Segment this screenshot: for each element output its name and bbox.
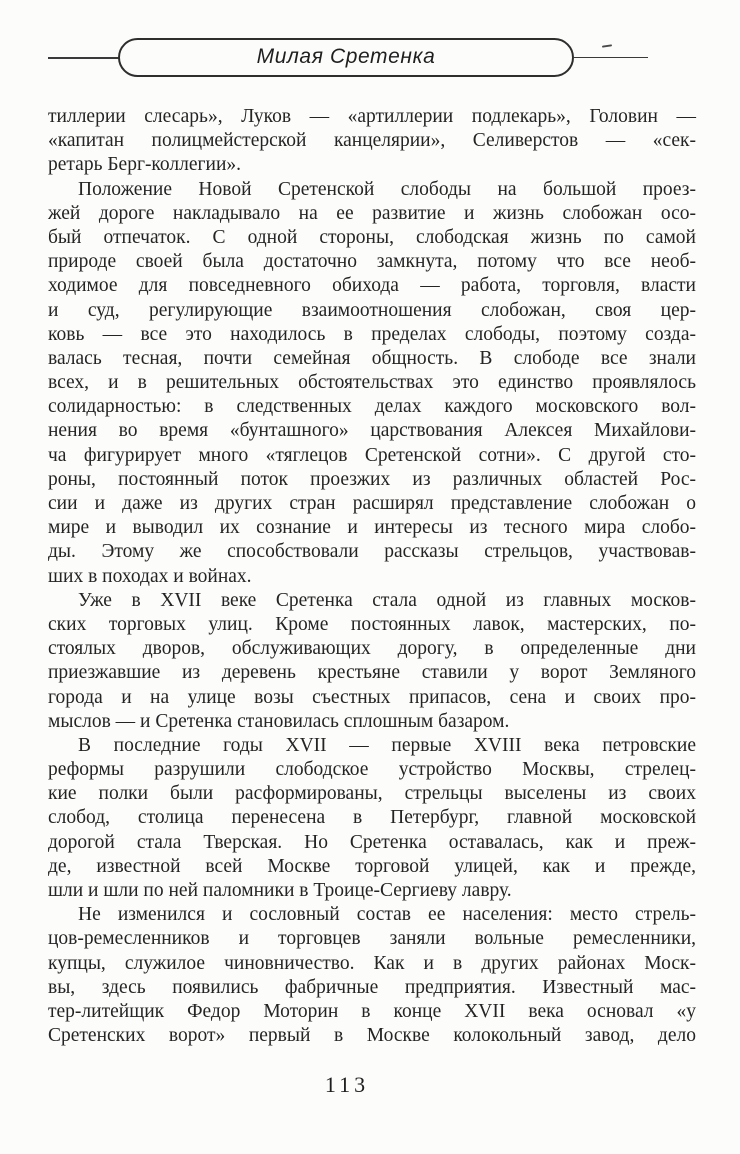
text-line: кие полки были расформированы, стрельцы выселены из своих	[48, 783, 696, 805]
text-line: нения во время «бунташного» царствования Алексея Михайлови-	[48, 420, 696, 442]
text-line: ды. Этому же способствовали рассказы стрельцов, участвовав-	[48, 541, 696, 563]
text-line: вы, здесь появились фабричные предприятия. Известный мас-	[48, 976, 696, 998]
paragraph	[48, 903, 696, 1048]
text-line: ча фигурирует много «тяглецов Сретенской сотни». С другой сто-	[48, 444, 696, 466]
paragraph	[48, 589, 696, 734]
text-line: Положение Новой Сретенской слободы на большой проез-	[78, 178, 696, 200]
text-line: города и на улице возы съестных припасов, сена и своих про-	[48, 686, 696, 708]
paragraph	[48, 178, 696, 589]
text-line: мире и выводил их сознание и интересы из тесного мира слобо-	[48, 517, 696, 539]
text-line: роны, постоянный поток проезжих из различных областей Рос-	[48, 468, 696, 490]
text-line: природе своей была достаточно замкнута, потому что все необ-	[48, 251, 696, 273]
text-line: В последние годы XVII — первые XVIII века петровские	[78, 734, 696, 756]
text-line: де, известной всей Москве торговой улицей, как и прежде,	[48, 855, 696, 877]
page-text	[48, 105, 696, 1048]
text-line: и суд, регулирующие взаимоотношения слобожан, своя цер-	[48, 299, 696, 321]
text-line: ших в походах и войнах.	[48, 565, 252, 587]
text-line: ских торговых улиц. Кроме постоянных лавок, мастерских, по-	[48, 613, 696, 635]
text-line: приезжавшие из деревень крестьяне ставили у ворот Земляного	[48, 662, 696, 684]
text-line: ходимое для повседневного обихода — работа, торговля, власти	[48, 275, 696, 297]
text-line: тер-литейщик Федор Моторин в конце XVII века основал «у	[48, 1000, 696, 1022]
paragraph	[48, 105, 696, 178]
page-header-title: Милая Сретенка	[256, 44, 436, 68]
ink-speck	[602, 44, 612, 47]
text-line: ковь — все это находилось в пределах слободы, поэтому созда-	[48, 323, 696, 345]
text-line: бый отпечаток. С одной стороны, слободская жизнь по самой	[48, 226, 696, 248]
text-line: ретарь Берг-коллегии».	[48, 154, 242, 176]
text-line: купцы, служилое чиновничество. Как и в других районах Моск-	[48, 952, 696, 974]
text-line: Не изменился и сословный состав ее населения: место стрель-	[78, 904, 696, 926]
text-line: жей дороге накладывало на ее развитие и жизнь слобожан осо-	[48, 202, 696, 224]
paragraph	[48, 734, 696, 903]
text-line: Уже в XVII веке Сретенка стала одной из главных москов-	[78, 589, 696, 611]
page-number: 113	[324, 1072, 370, 1097]
text-line: реформы разрушили слободское устройство Москвы, стрелец-	[48, 759, 696, 781]
text-line: цов-ремесленников и торговцев заняли вольные ремесленники,	[48, 928, 696, 950]
text-line: валась тесная, почти семейная общность. В слободе все знали	[48, 347, 696, 369]
text-line: слобод, столица перенесена в Петербург, главной московской	[48, 807, 696, 829]
text-line: сии и даже из других стран расширял представление слобожан о	[48, 493, 696, 514]
header-rule-right	[573, 57, 648, 58]
text-line: тиллерии слесарь», Луков — «артиллерии подлекарь», Головин —	[48, 106, 696, 127]
text-line: солидарностью: в следственных делах каждого московского вол-	[48, 396, 696, 418]
header-ornament	[118, 38, 574, 77]
text-line: шли и шли по ней паломники в Троице-Сергиеву лавру.	[48, 880, 512, 901]
text-line: всех, и в решительных обстоятельствах это единство проявлялось	[48, 372, 696, 394]
text-line: «капитан полицмейстерской канцелярии», Селиверстов — «сек-	[48, 130, 696, 152]
header-rule-left	[48, 57, 119, 59]
text-line: стоялых дворов, обслуживающих дорогу, в определенные дни	[48, 638, 696, 660]
text-line: мыслов — и Сретенка становилась сплошным базаром.	[48, 710, 510, 732]
text-line: Сретенских ворот» первый в Москве колокольный завод, дело	[48, 1025, 696, 1047]
text-line: дорогой стала Тверская. Но Сретенка оставалась, как и преж-	[48, 831, 696, 853]
